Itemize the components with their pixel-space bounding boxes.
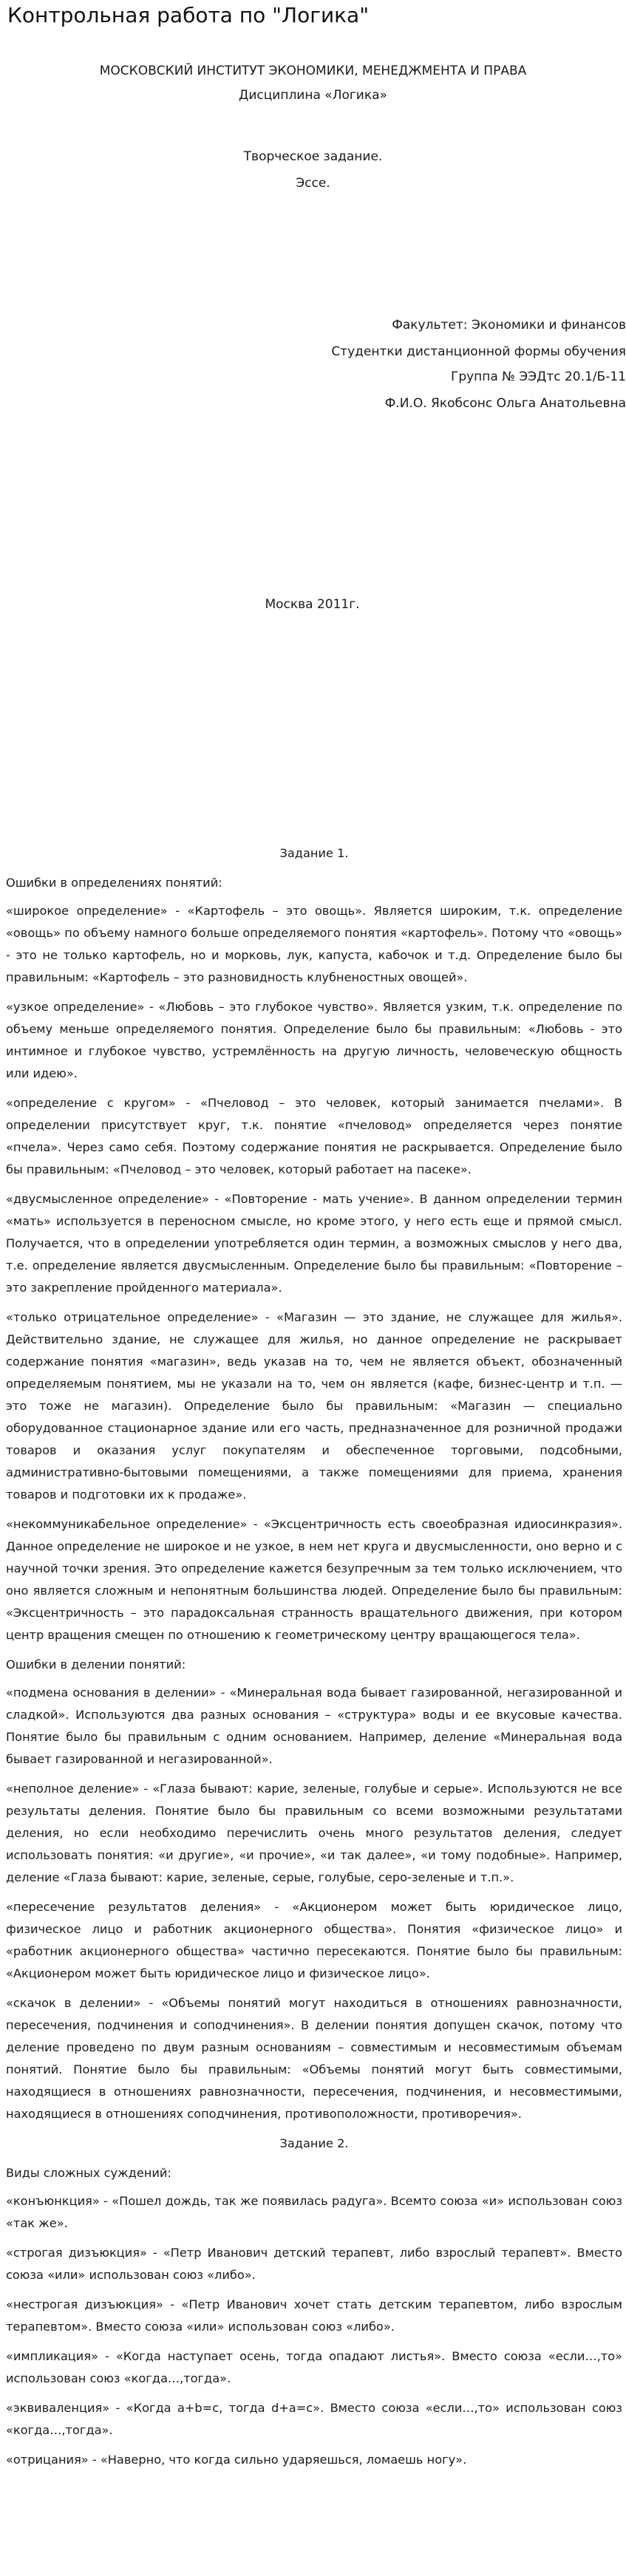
institute-name: МОСКОВСКИЙ ИНСТИТУТ ЭКОНОМИКИ, МЕНЕДЖМЕНТА И ПРАВА: [99, 64, 527, 78]
city-year: Москва 2011г.: [265, 597, 360, 612]
division-paragraph: «пересечение результатов деления» - «Акционером может быть юридическое лицо, физическое лицо и работник акционерного общества». Понятия «физическое лицо» и «работник акционерного общества» частично пересекаются. Понятие было бы правильным: «Акционером может быть юридическое лицо и физическое лицо».: [6, 1900, 622, 1980]
division-heading: Ошибки в делении понятий:: [6, 1657, 186, 1672]
faculty: Факультет: Экономики и финансов: [392, 318, 626, 333]
definition-paragraph: «узкое определение» - «Любовь – это глубокое чувство». Является узким, т.к. определение по объему меньше определяемого понятия. Определение было бы правильным: «Любовь - это интимное и глубокое чувство, устремлённость на другую личность, человеческую общность или идею».: [6, 1000, 622, 1080]
judgment-paragraph: «импликация» - «Когда наступает осень, тогда опадают листья». Вместо союза «если…,то» использован союз «когда…,тогда».: [6, 2349, 622, 2385]
definition-paragraph: «определение с кругом» - «Пчеловод – это человек, который занимается пчелами». В определении присутствует круг, т.к. понятие «пчеловод» определяется через понятие «пчела». Через само себя. Поэтому содержание понятия не раскрывается. Определение было бы правильным: «Пчеловод – это человек, который работает на пасеке».: [6, 1096, 622, 1176]
judgment-paragraph: «эквиваленция» - «Когда a+b=c, тогда d+a=c». Вместо союза «если…,то» использован союз «когда…,тогда».: [6, 2401, 622, 2437]
division-paragraph: «скачок в делении» - «Объемы понятий могут находиться в отношениях равнозначности, пересечения, подчинения и соподчинения». В делении понятия допущен скачок, потому что деление проведено по двум разным основаниям – совместимым и несовместимым объемам понятий. Понятие было бы правильным: «Объемы понятий могут быть совместимыми, находящиеся в отношениях равнозначности, пересечения, подчинения, и несовместимыми, находящиеся в отношениях соподчинения, противоположности, противоречия».: [6, 1996, 622, 2121]
judgment-paragraph: «строгая дизъюкция» - «Петр Иванович детский терапевт, либо взрослый терапевт». Вместо союза «или» использован союз «либо».: [6, 2246, 622, 2282]
discipline: Дисциплина «Логика»: [239, 88, 387, 103]
definition-paragraph: «широкое определение» - «Картофель – это овощь». Является широким, т.к. определение «овощь» по объему намного больше определяемого понятия «картофель». Потому что «овощь» - это не только картофель, но и морковь, лук, капуста, кабочок и т.д. Определение было бы правильным: «Картофель – это разновидность клубненостных овощей».: [6, 904, 622, 984]
division-paragraph: «неполное деление» - «Глаза бывают: карие, зеленые, голубые и серые». Используются не все результаты деления. Понятие было бы правильным со всеми возможными результатами деления, но если необходимо перечислить очень много результатов деления, следует использовать понятия: «и другие», «и прочие», «и так далее», «и тому подобные». Например, деление «Глаза бывают: карие, зеленые, серые, голубые, серо-зеленые и т.п.».: [6, 1782, 622, 1884]
student-type: Студентки дистанционной формы обучения: [331, 344, 626, 359]
task1-title: Задание 1.: [279, 846, 349, 860]
definition-paragraph: «только отрицательное определение» - «Магазин — это здание, не служащее для жилья». Действительно здание, не служащее для жилья, но данное определение не раскрывает содержание понятия «магазин», ведь указав на то, чем не является объект, обозначенный определяемым понятием, мы не указали на то, чем он является (кафе, бизнес-центр и т.п. — это тоже не магазин). Определение было бы правильным: «Магазин — специально оборудованное стационарное здание или его часть, предназначенное для розничной продажи товаров и оказания услуг покупателям и обеспеченное торговыми, подсобными, административно-бытовыми помещениями, а также помещениями для приема, хранения товаров и подготовки их к продаже».: [6, 1310, 622, 1502]
document-body: [6, 842, 622, 2478]
definitions-heading: Ошибки в определениях понятий:: [6, 876, 222, 890]
judgment-paragraph: «нестрогая дизъюкция» - «Петр Иванович хочет стать детским терапевтом, либо взрослым терапевтом». Вместо союза «или» использован союз «либо».: [6, 2297, 622, 2334]
task2-title: Задание 2.: [279, 2136, 349, 2150]
document-title: Контрольная работа по "Логика": [7, 3, 370, 27]
task-type: Творческое задание.: [243, 149, 383, 164]
judgment-paragraph: «конъюнкция» - «Пошел дождь, так же появилась радуга». Всемто союза «и» использован союз «так же».: [6, 2194, 622, 2230]
group-number: Группа № ЭЭДтс 20.1/Б-11: [450, 369, 626, 384]
definition-paragraph: «двусмысленное определение» - «Повторение - мать учение». В данном определении термин «мать» используется в переносном смысле, но кроме этого, у него есть еще и прямой смысл. Получается, что в определении употребляется один термин, а возможных смыслов у него два, т.е. определение является двусмысленным. Определение было бы правильным: «Повторение – это закрепление пройденного материала».: [6, 1192, 622, 1295]
definition-paragraph: «некоммуникабельное определение» - «Эксцентричность есть своеобразная идиосинкразия». Данное определение не широкое и не узкое, в нем нет круга и двусмысленности, оно верно и с научной точки зрения. Это определение кажется безупречным за тем только исключением, что оно является сложным и непонятным большинства людей. Определение было бы правильным: «Эксцентричность – это парадоксальная странность вращательного движения, при котором центр вращения смещен по отношению к геометрическому центру вращающегося тела».: [6, 1517, 622, 1642]
genre: Эссе.: [296, 176, 330, 191]
judgment-paragraph: «отрицания» - «Наверно, что когда сильно ударяешься, ломаешь ногу».: [6, 2453, 467, 2467]
judgments-heading: Виды сложных суждений:: [6, 2166, 171, 2180]
division-paragraph: «подмена основания в делении» - «Минеральная вода бывает газированной, негазированной и сладкой». Используются два разных основания – «структура» воды и ее вкусовые качества. Понятие было бы правильным с одним основанием. Например, деление «Минеральная вода бывает газированной и негазированной».: [6, 1686, 622, 1766]
student-name: Ф.И.О. Якобсонс Ольга Анатольевна: [384, 396, 626, 411]
